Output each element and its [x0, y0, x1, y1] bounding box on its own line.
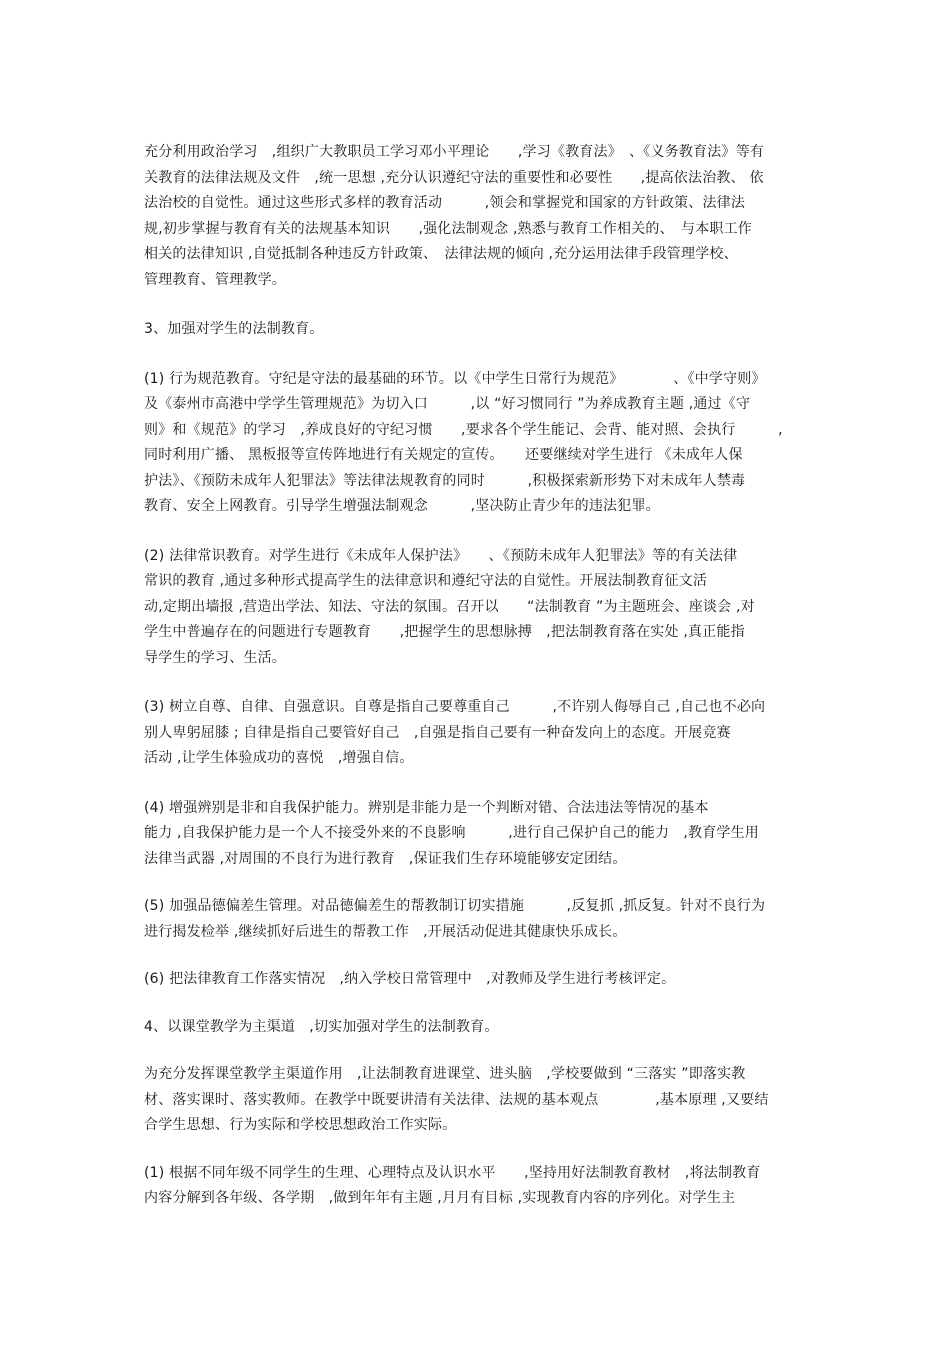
text-line: (3) 树立自尊、自律、自强意识。自尊是指自己要尊重自己 ,不许别人侮辱自己 ,自己也不必向	[144, 699, 766, 715]
paragraph-spacer	[144, 1139, 812, 1161]
text-line: 内容分解到各年级、各学期 ,做到年年有主题 ,月月有目标 ,实现教育内容的序列化。对学生主	[144, 1190, 736, 1206]
text-line: 教育、安全上网教育。引导学生增强法制观念 ,坚决防止青少年的违法犯罪。	[144, 498, 660, 514]
text-line: (6) 把法律教育工作落实情况 ,纳入学校日常管理中 ,对教师及学生进行考核评定。	[144, 971, 676, 987]
text-line: 护法》、《预防未成年人犯罪法》等法律法规教育的同时 ,积极探索新形势下对未成年人禁毒	[144, 472, 746, 489]
paragraph	[144, 1161, 812, 1212]
text-line: 导学生的学习、生活。	[144, 649, 286, 666]
text-line: 规,初步掌握与教育有关的法规基本知识 ,强化法制观念 ,熟悉与教育工作相关的、 与本职工作	[144, 220, 752, 237]
paragraph	[144, 1015, 812, 1041]
text-line: 为充分发挥课堂教学主渠道作用 ,让法制教育进课堂、进头脑 ,学校要做到 “三落实 ”即落实教	[144, 1066, 746, 1082]
text-line: 及《泰州市高港中学学生管理规范》为切入口 ,以 “好习惯同行 ”为养成教育主题 ,通过《守	[144, 396, 751, 412]
paragraph-spacer	[144, 993, 812, 1015]
text-line: 充分利用政治学习 ,组织广大教职员工学习邓小平理论 ,学习《教育法》 、《义务教育法》等有	[144, 144, 765, 160]
text-line: 同时利用广播、 黑板报等宣传阵地进行有关规定的宣传。 还要继续对学生进行 《未成年人保	[144, 447, 743, 463]
text-line: 学生中普遍存在的问题进行专题教育 ,把握学生的思想脉搏 ,把法制教育落在实处 ,真正能指	[144, 624, 745, 640]
text-line: (1) 行为规范教育。守纪是守法的最基础的环节。以《中学生日常行为规范》 、《中学守则》	[144, 370, 766, 387]
paragraph-spacer	[144, 520, 812, 544]
text-line: 法治校的自觉性。通过这些形式多样的教育活动 ,领会和掌握党和国家的方针政策、法律法	[144, 195, 746, 211]
paragraph-spacer	[144, 1040, 812, 1062]
text-line: (5) 加强品德偏差生管理。对品德偏差生的帮教制订切实措施 ,反复抓 ,抓反复。针对不良行为	[144, 898, 766, 914]
paragraph-spacer	[144, 293, 812, 317]
text-line: 材、落实课时、落实教师。在教学中既要讲清有关法律、法规的基本观点 ,基本原理 ,又要结	[144, 1091, 769, 1108]
paragraph-spacer	[144, 343, 812, 367]
text-line: 动,定期出墙报 ,营造出学法、知法、守法的氛围。召开以 “法制教育 ”为主题班会、座谈会 ,对	[144, 598, 755, 615]
paragraph-spacer	[144, 772, 812, 796]
text-line: 管理教育、管理教学。	[144, 271, 286, 288]
paragraph	[144, 796, 812, 873]
document-body	[144, 140, 812, 1212]
text-line: 法律当武器 ,对周围的不良行为进行教育 ,保证我们生存环境能够安定团结。	[144, 850, 627, 867]
paragraph	[144, 967, 812, 993]
text-line: 4、以课堂教学为主渠道 ,切实加强对学生的法制教育。	[144, 1018, 499, 1035]
paragraph	[144, 695, 812, 772]
text-line: 相关的法律知识 ,自觉抵制各种违反方针政策、 法律法规的倾向 ,充分运用法律手段管理学校、	[144, 246, 738, 262]
paragraph	[144, 1062, 812, 1139]
text-line: 常识的教育 ,通过多种形式提高学生的法律意识和遵纪守法的自觉性。开展法制教育征文活	[144, 573, 708, 589]
text-line: (2) 法律常识教育。对学生进行《未成年人保护法》 、《预防未成年人犯罪法》等的有关法律	[144, 547, 738, 564]
text-line: 关教育的法律法规及文件 ,统一思想 ,充分认识遵纪守法的重要性和必要性 ,提高依法治教、 依	[144, 169, 764, 186]
text-line: 则》和《规范》的学习 ,养成良好的守纪习惯 ,要求各个学生能记、会背、能对照、会执行 ,	[144, 421, 783, 438]
text-line: 别人卑躬屈膝 ; 自律是指自己要管好自己 ,自强是指自己要有一种奋发向上的态度。开展竞赛	[144, 724, 731, 741]
text-line: (4) 增强辨别是非和自我保护能力。辨别是非能力是一个判断对错、合法违法等情况的基本	[144, 799, 709, 816]
paragraph	[144, 317, 812, 343]
paragraph-spacer	[144, 872, 812, 894]
paragraph-spacer	[144, 945, 812, 967]
paragraph	[144, 894, 812, 945]
paragraph	[144, 140, 812, 293]
paragraph	[144, 544, 812, 672]
paragraph-spacer	[144, 671, 812, 695]
text-line: (1) 根据不同年级不同学生的生理、心理特点及认识水平 ,坚持用好法制教育教材 ,将法制教育	[144, 1164, 761, 1181]
text-line: 活动 ,让学生体验成功的喜悦 ,增强自信。	[144, 750, 414, 766]
text-line: 3、加强对学生的法制教育。	[144, 321, 324, 337]
paragraph	[144, 367, 812, 520]
text-line: 合学生思想、行为实际和学校思想政治工作实际。	[144, 1117, 457, 1133]
text-line: 能力 ,自我保护能力是一个人不接受外来的不良影响 ,进行自己保护自己的能力 ,教育学生用	[144, 825, 759, 841]
text-line: 进行揭发检举 ,继续抓好后进生的帮教工作 ,开展活动促进其健康快乐成长。	[144, 923, 627, 940]
